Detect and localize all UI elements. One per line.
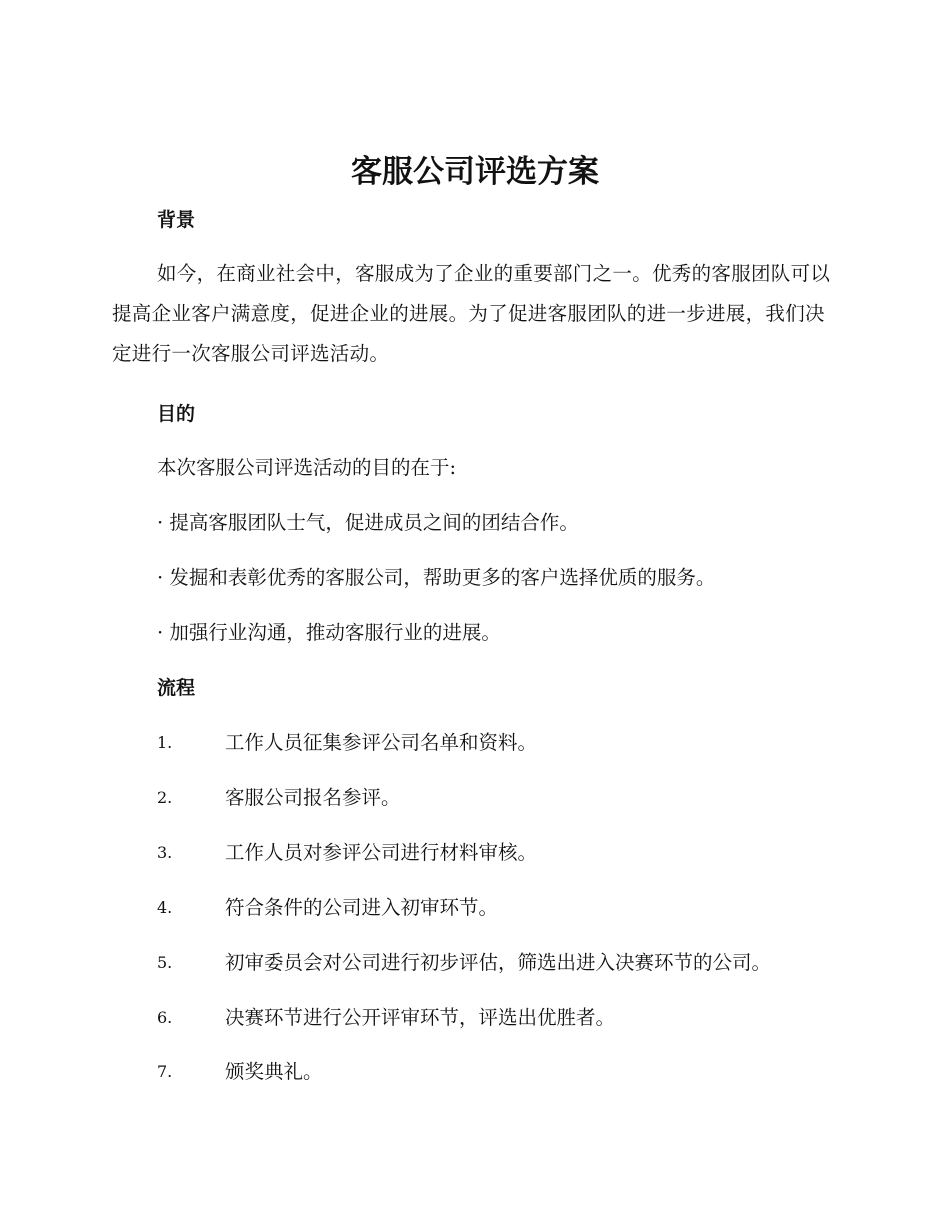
page-title: 客服公司评选方案 (351, 154, 599, 190)
step-number: 5. (157, 953, 173, 972)
step-text: 决赛环节进行公开评审环节，评选出优胜者。 (225, 1006, 616, 1029)
background-paragraph: 如今，在商业社会中，客服成为了企业的重要部门之一。优秀的客服团队可以提高企业客户满意度，促进企业的进展。为了促进客服团队的进一步进展，我们决定进行一次客服公司评选活动。 (112, 262, 831, 365)
purpose-intro: 本次客服公司评选活动的目的在于: (157, 456, 457, 479)
step-text: 符合条件的公司进入初审环节。 (225, 896, 499, 919)
step-text: 工作人员征集参评公司名单和资料。 (225, 731, 538, 754)
step-number: 4. (157, 898, 173, 917)
purpose-bullet: · 提高客服团队士气，促进成员之间的团结合作。 (157, 511, 579, 534)
step-text: 颁奖典礼。 (225, 1060, 323, 1083)
section-heading-process: 流程 (157, 677, 196, 699)
section-heading-background: 背景 (157, 209, 196, 231)
step-text: 客服公司报名参评。 (225, 786, 401, 809)
purpose-bullet: · 加强行业沟通，推动客服行业的进展。 (157, 621, 501, 644)
step-number: 1. (157, 733, 173, 752)
step-text: 初审委员会对公司进行初步评估，筛选出进入决赛环节的公司。 (225, 951, 772, 974)
step-text: 工作人员对参评公司进行材料审核。 (225, 841, 538, 864)
step-number: 6. (157, 1008, 173, 1027)
section-heading-purpose: 目的 (157, 403, 196, 425)
step-number: 3. (157, 843, 173, 862)
purpose-bullet: · 发掘和表彰优秀的客服公司，帮助更多的客户选择优质的服务。 (157, 566, 716, 589)
step-number: 2. (157, 788, 173, 807)
step-number: 7. (157, 1062, 173, 1081)
